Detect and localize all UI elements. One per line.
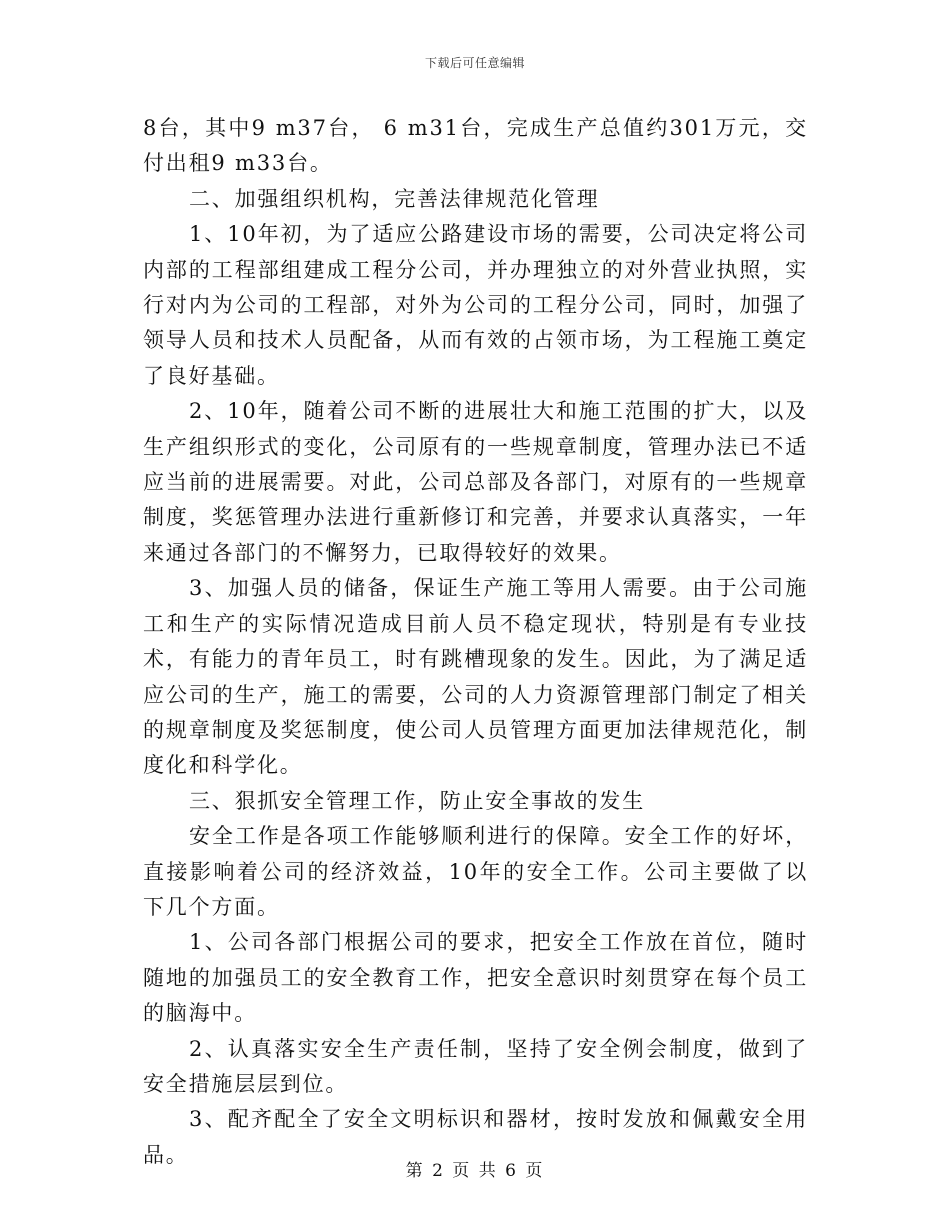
header-note: 下载后可任意编辑 <box>424 56 525 70</box>
paragraph-item: 3、配齐配全了安全文明标识和器材，按时发放和佩戴安全用品。 <box>143 1107 808 1167</box>
paragraph-intro: 安全工作是各项工作能够顺利进行的保障。安全工作的好坏，直接影响着公司的经济效益，10年的安全工作。公司主要做了以下几个方面。 <box>143 824 808 919</box>
section-heading-2: 二、加强组织机构，完善法律规范化管理 <box>189 186 600 211</box>
paragraph-item: 2、10年，随着公司不断的进展壮大和施工范围的扩大，以及生产组织形式的变化，公司原有的一些规章制度，管理办法已不适应当前的进展需要。对此，公司总部及各部门，对原有的一些规章制度，奖惩管理办法进行重新修订和完善，并要求认真落实，一年来通过各部门的不懈努力，已取得较好的效果。 <box>143 399 808 565</box>
paragraph-item: 1、10年初，为了适应公路建设市场的需要，公司决定将公司内部的工程部组建成工程分公司，并办理独立的对外营业执照，实行对内为公司的工程部，对外为公司的工程分公司，同时，加强了领导人员和技术人员配备，从而有效的占领市场，为工程施工奠定了良好基础。 <box>143 222 808 388</box>
page-number-footer: 第 2 页 共 6 页 <box>405 1161 545 1181</box>
section-heading-3: 三、狠抓安全管理工作，防止安全事故的发生 <box>189 788 645 813</box>
paragraph-continuation: 8台，其中9 m37台， 6 m31台，完成生产总值约301万元，交付出租9 m33台。 <box>143 116 808 176</box>
paragraph-item: 3、加强人员的储备，保证生产施工等用人需要。由于公司施工和生产的实际情况造成目前人员不稳定现状，特别是有专业技术，有能力的青年员工，时有跳槽现象的发生。因此，为了满足适应公司的生产，施工的需要，公司的人力资源管理部门制定了相关的规章制度及奖惩制度，使公司人员管理方面更加法律规范化，制度化和科学化。 <box>143 576 808 778</box>
document-body <box>143 111 808 1173</box>
paragraph-item: 2、认真落实安全生产责任制，坚持了安全例会制度，做到了安全措施层层到位。 <box>143 1036 808 1096</box>
paragraph-item: 1、公司各部门根据公司的要求，把安全工作放在首位，随时随地的加强员工的安全教育工作，把安全意识时刻贯穿在每个员工的脑海中。 <box>143 930 808 1026</box>
